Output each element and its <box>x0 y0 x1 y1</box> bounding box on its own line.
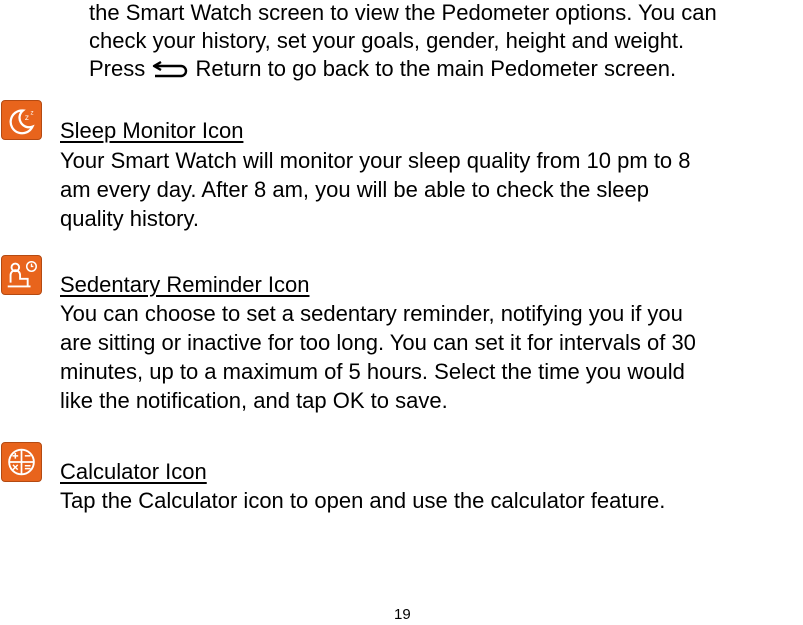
intro-line-1: the Smart Watch screen to view the Pedometer options. You can <box>89 0 717 25</box>
svg-text:z: z <box>30 110 34 117</box>
return-arrow-icon <box>151 59 189 79</box>
page-number: 19 <box>394 606 411 623</box>
section-title-calculator: Calculator Icon <box>60 459 207 484</box>
calculator-line-1: Tap the Calculator icon to open and use the calculator feature. <box>60 488 666 513</box>
sedentary-line-4: like the notification, and tap OK to save. <box>60 388 448 413</box>
calculator-icon <box>1 442 42 482</box>
sleep-monitor-icon <box>1 100 42 140</box>
section-title-sedentary-reminder: Sedentary Reminder Icon <box>60 272 310 297</box>
sleep-line-1: Your Smart Watch will monitor your sleep quality from 10 pm to 8 <box>60 148 691 173</box>
intro-press-label: Press <box>89 56 146 81</box>
section-title-sleep-monitor: Sleep Monitor Icon <box>60 118 244 143</box>
intro-line-3 <box>89 56 676 82</box>
sedentary-line-1: You can choose to set a sedentary reminder, notifying you if you <box>60 301 683 326</box>
sleep-line-3: quality history. <box>60 206 199 231</box>
sedentary-line-3: minutes, up to a maximum of 5 hours. Select the time you would <box>60 359 685 384</box>
sedentary-line-2: are sitting or inactive for too long. You can set it for intervals of 30 <box>60 330 696 355</box>
intro-return-text: Return to go back to the main Pedometer screen. <box>195 56 677 81</box>
svg-text:z: z <box>24 113 29 122</box>
sedentary-reminder-icon <box>1 255 42 295</box>
intro-line-2: check your history, set your goals, gender, height and weight. <box>89 28 685 53</box>
sleep-line-2: am every day. After 8 am, you will be able to check the sleep <box>60 177 650 202</box>
